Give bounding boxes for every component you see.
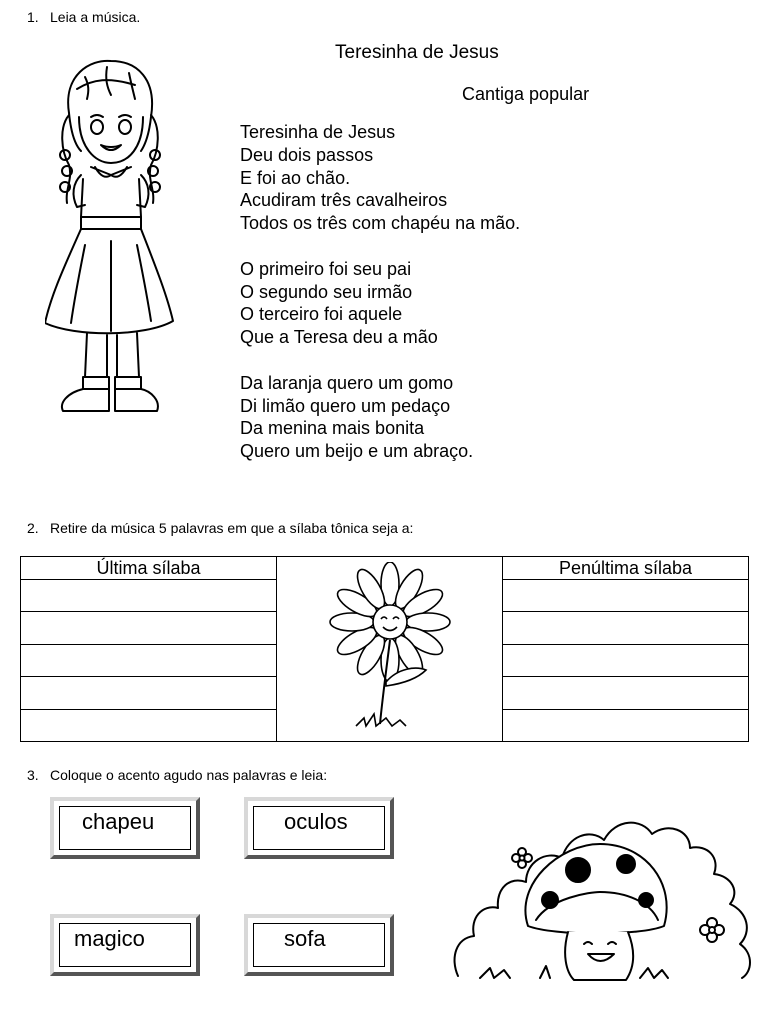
word-box-magico[interactable]	[50, 914, 200, 976]
song-lyrics	[240, 121, 520, 463]
answer-cell-right[interactable]	[503, 644, 749, 676]
song-title: Teresinha de Jesus	[335, 42, 499, 63]
word-chapeu: chapeu	[82, 809, 155, 834]
word-box-sofa[interactable]	[244, 914, 394, 976]
answer-cell-right[interactable]	[503, 580, 749, 612]
header-penultima: Penúltima sílaba	[503, 557, 749, 580]
poem-line: Di limão quero um pedaço	[240, 395, 451, 416]
q2-number: 2.	[27, 520, 39, 536]
answer-cell-right[interactable]	[503, 709, 749, 741]
header-ultima: Última sílaba	[21, 557, 277, 580]
word-oculos: oculos	[284, 809, 348, 834]
answer-cell-left[interactable]	[21, 677, 277, 709]
word-magico: magico	[74, 926, 145, 951]
poem-line: O terceiro foi aquele	[240, 304, 403, 325]
answer-cell-right[interactable]	[503, 612, 749, 644]
poem-line: E foi ao chão.	[240, 167, 351, 188]
answer-cell-left[interactable]	[21, 612, 277, 644]
poem-line: Teresinha de Jesus	[240, 122, 396, 142]
girl-illustration	[45, 55, 175, 420]
poem-line: O primeiro foi seu pai	[240, 258, 412, 279]
q1-instruction: Leia a música.	[50, 9, 141, 25]
q1-number: 1.	[27, 9, 39, 25]
flower-cell	[277, 557, 503, 742]
answer-cell-left[interactable]	[21, 580, 277, 612]
poem-line: Que a Teresa deu a mão	[240, 327, 438, 348]
syllable-table	[20, 556, 749, 742]
poem-line: Acudiram três cavalheiros	[240, 190, 448, 211]
answer-cell-left[interactable]	[21, 709, 277, 741]
q3-number: 3.	[27, 767, 39, 783]
poem-line: Quero um beijo e um abraço.	[240, 441, 474, 462]
q3-instruction: Coloque o acento agudo nas palavras e leia:	[50, 767, 328, 783]
mushroom-illustration	[450, 788, 765, 988]
word-sofa: sofa	[284, 926, 326, 951]
poem-line: Todos os três com chapéu na mão.	[240, 213, 521, 234]
song-author: Cantiga popular	[462, 84, 590, 104]
q2-instruction: Retire da música 5 palavras em que a sílaba tônica seja a:	[50, 520, 414, 536]
poem-line: Deu dois passos	[240, 144, 374, 165]
flower-illustration	[300, 562, 480, 732]
answer-cell-left[interactable]	[21, 644, 277, 676]
word-box-oculos[interactable]	[244, 797, 394, 859]
poem-line: Da menina mais bonita	[240, 418, 425, 439]
poem-line: O segundo seu irmão	[240, 281, 413, 302]
word-box-chapeu[interactable]	[50, 797, 200, 859]
answer-cell-right[interactable]	[503, 677, 749, 709]
poem-line: Da laranja quero um gomo	[240, 372, 454, 393]
